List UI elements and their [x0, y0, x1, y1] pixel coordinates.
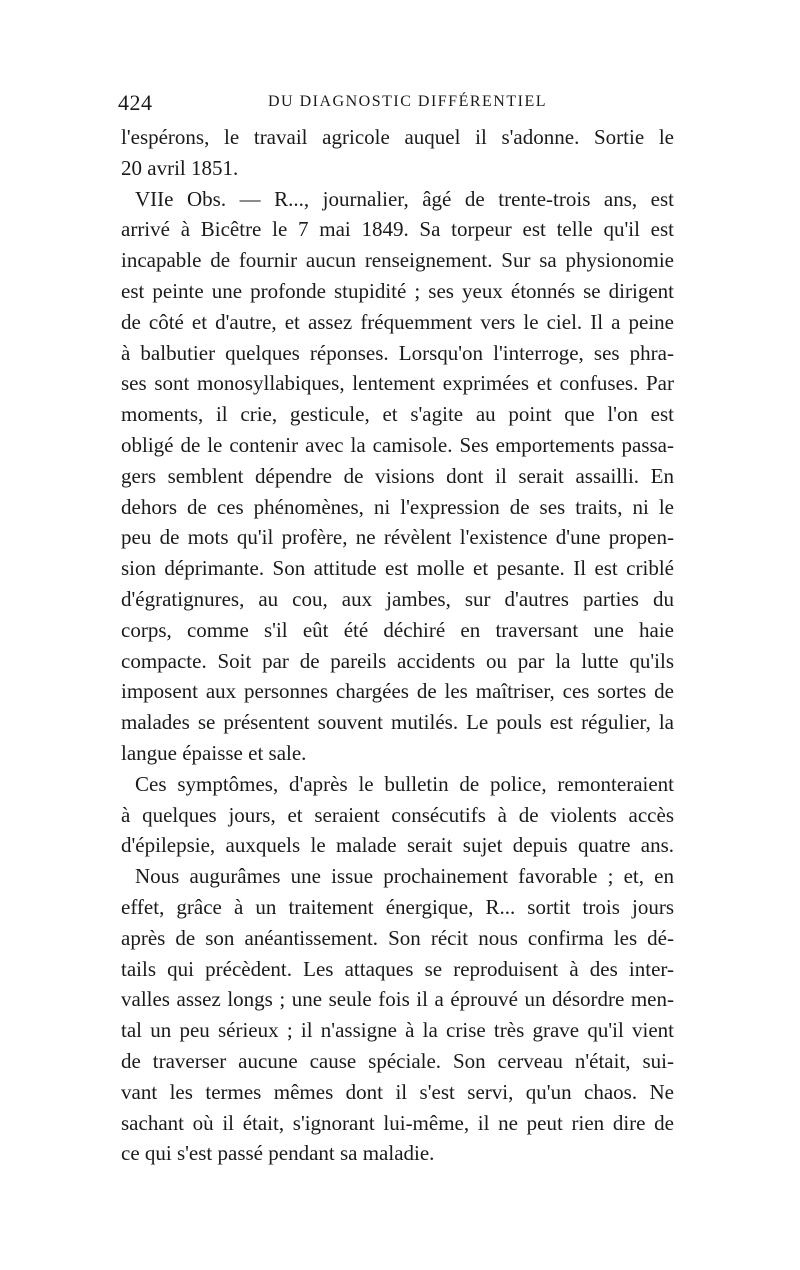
text-line: ce qui s'est passé pendant sa maladie.: [121, 1141, 435, 1166]
running-head: [118, 90, 678, 118]
text-line: à quelques jours, et seraient consécutifs à de violents accès: [121, 802, 674, 827]
running-title: DU DIAGNOSTIC DIFFÉRENTIEL: [268, 93, 547, 110]
text-line: peu de mots qu'il profère, ne révèlent l'existence d'une propen-: [121, 525, 674, 550]
text-line: est peinte une profonde stupidité ; ses yeux étonnés se dirigent: [121, 278, 674, 303]
text-line: arrivé à Bicêtre le 7 mai 1849. Sa torpeur est telle qu'il est: [121, 217, 674, 242]
body-text: [121, 122, 674, 1169]
text-line: dehors de ces phénomènes, ni l'expression de ses traits, ni le: [121, 494, 674, 519]
text-line: moments, il crie, gesticule, et s'agite au point que l'on est: [121, 402, 674, 427]
text-line: valles assez longs ; une seule fois il a éprouvé un désordre men-: [121, 987, 674, 1012]
page-number: 424: [118, 90, 153, 115]
text-line: effet, grâce à un traitement énergique, R... sortit trois jours: [121, 894, 674, 919]
text-line: après de son anéantissement. Son récit nous confirma les dé-: [121, 925, 674, 950]
text-line: Nous augurâmes une issue prochainement favorable ; et, en: [135, 864, 674, 889]
text-line: corps, comme s'il eût été déchiré en traversant une haie: [121, 617, 674, 642]
text-line: incapable de fournir aucun renseignement. Sur sa physionomie: [121, 248, 674, 273]
text-line: vant les termes mêmes dont il s'est servi, qu'un chaos. Ne: [121, 1079, 674, 1104]
text-line: compacte. Soit par de pareils accidents ou par la lutte qu'ils: [121, 648, 674, 673]
text-line: de traverser aucune cause spéciale. Son cerveau n'était, sui-: [121, 1048, 674, 1073]
text-line: ses sont monosyllabiques, lentement exprimées et confuses. Par: [121, 371, 674, 396]
text-line: obligé de le contenir avec la camisole. Ses emportements passa-: [121, 432, 674, 457]
text-line: tal un peu sérieux ; il n'assigne à la crise très grave qu'il vient: [121, 1018, 674, 1043]
text-line: d'égratignures, au cou, aux jambes, sur d'autres parties du: [121, 586, 674, 611]
text-line: malades se présentent souvent mutilés. Le pouls est régulier, la: [121, 710, 674, 735]
text-line: de côté et d'autre, et assez fréquemment vers le ciel. Il a peine: [121, 309, 674, 334]
text-line: sachant où il était, s'ignorant lui-même, il ne peut rien dire de: [121, 1110, 674, 1135]
text-line: VIIe Obs. — R..., journalier, âgé de trente-trois ans, est: [135, 186, 674, 211]
text-line: 20 avril 1851.: [121, 155, 239, 180]
text-line: langue épaisse et sale.: [121, 740, 307, 765]
text-line: tails qui précèdent. Les attaques se reproduisent à des inter-: [121, 956, 674, 981]
text-line: à balbutier quelques réponses. Lorsqu'on l'interroge, ses phra-: [121, 340, 674, 365]
text-line: Ces symptômes, d'après le bulletin de police, remonteraient: [135, 771, 674, 796]
text-line: d'épilepsie, auxquels le malade serait sujet depuis quatre ans.: [121, 833, 674, 858]
text-line: sion déprimante. Son attitude est molle et pesante. Il est criblé: [121, 556, 674, 581]
text-line: gers semblent dépendre de visions dont il serait assailli. En: [121, 463, 674, 488]
text-line: imposent aux personnes chargées de les maîtriser, ces sortes de: [121, 679, 674, 704]
text-line: l'espérons, le travail agricole auquel il s'adonne. Sortie le: [121, 125, 674, 149]
